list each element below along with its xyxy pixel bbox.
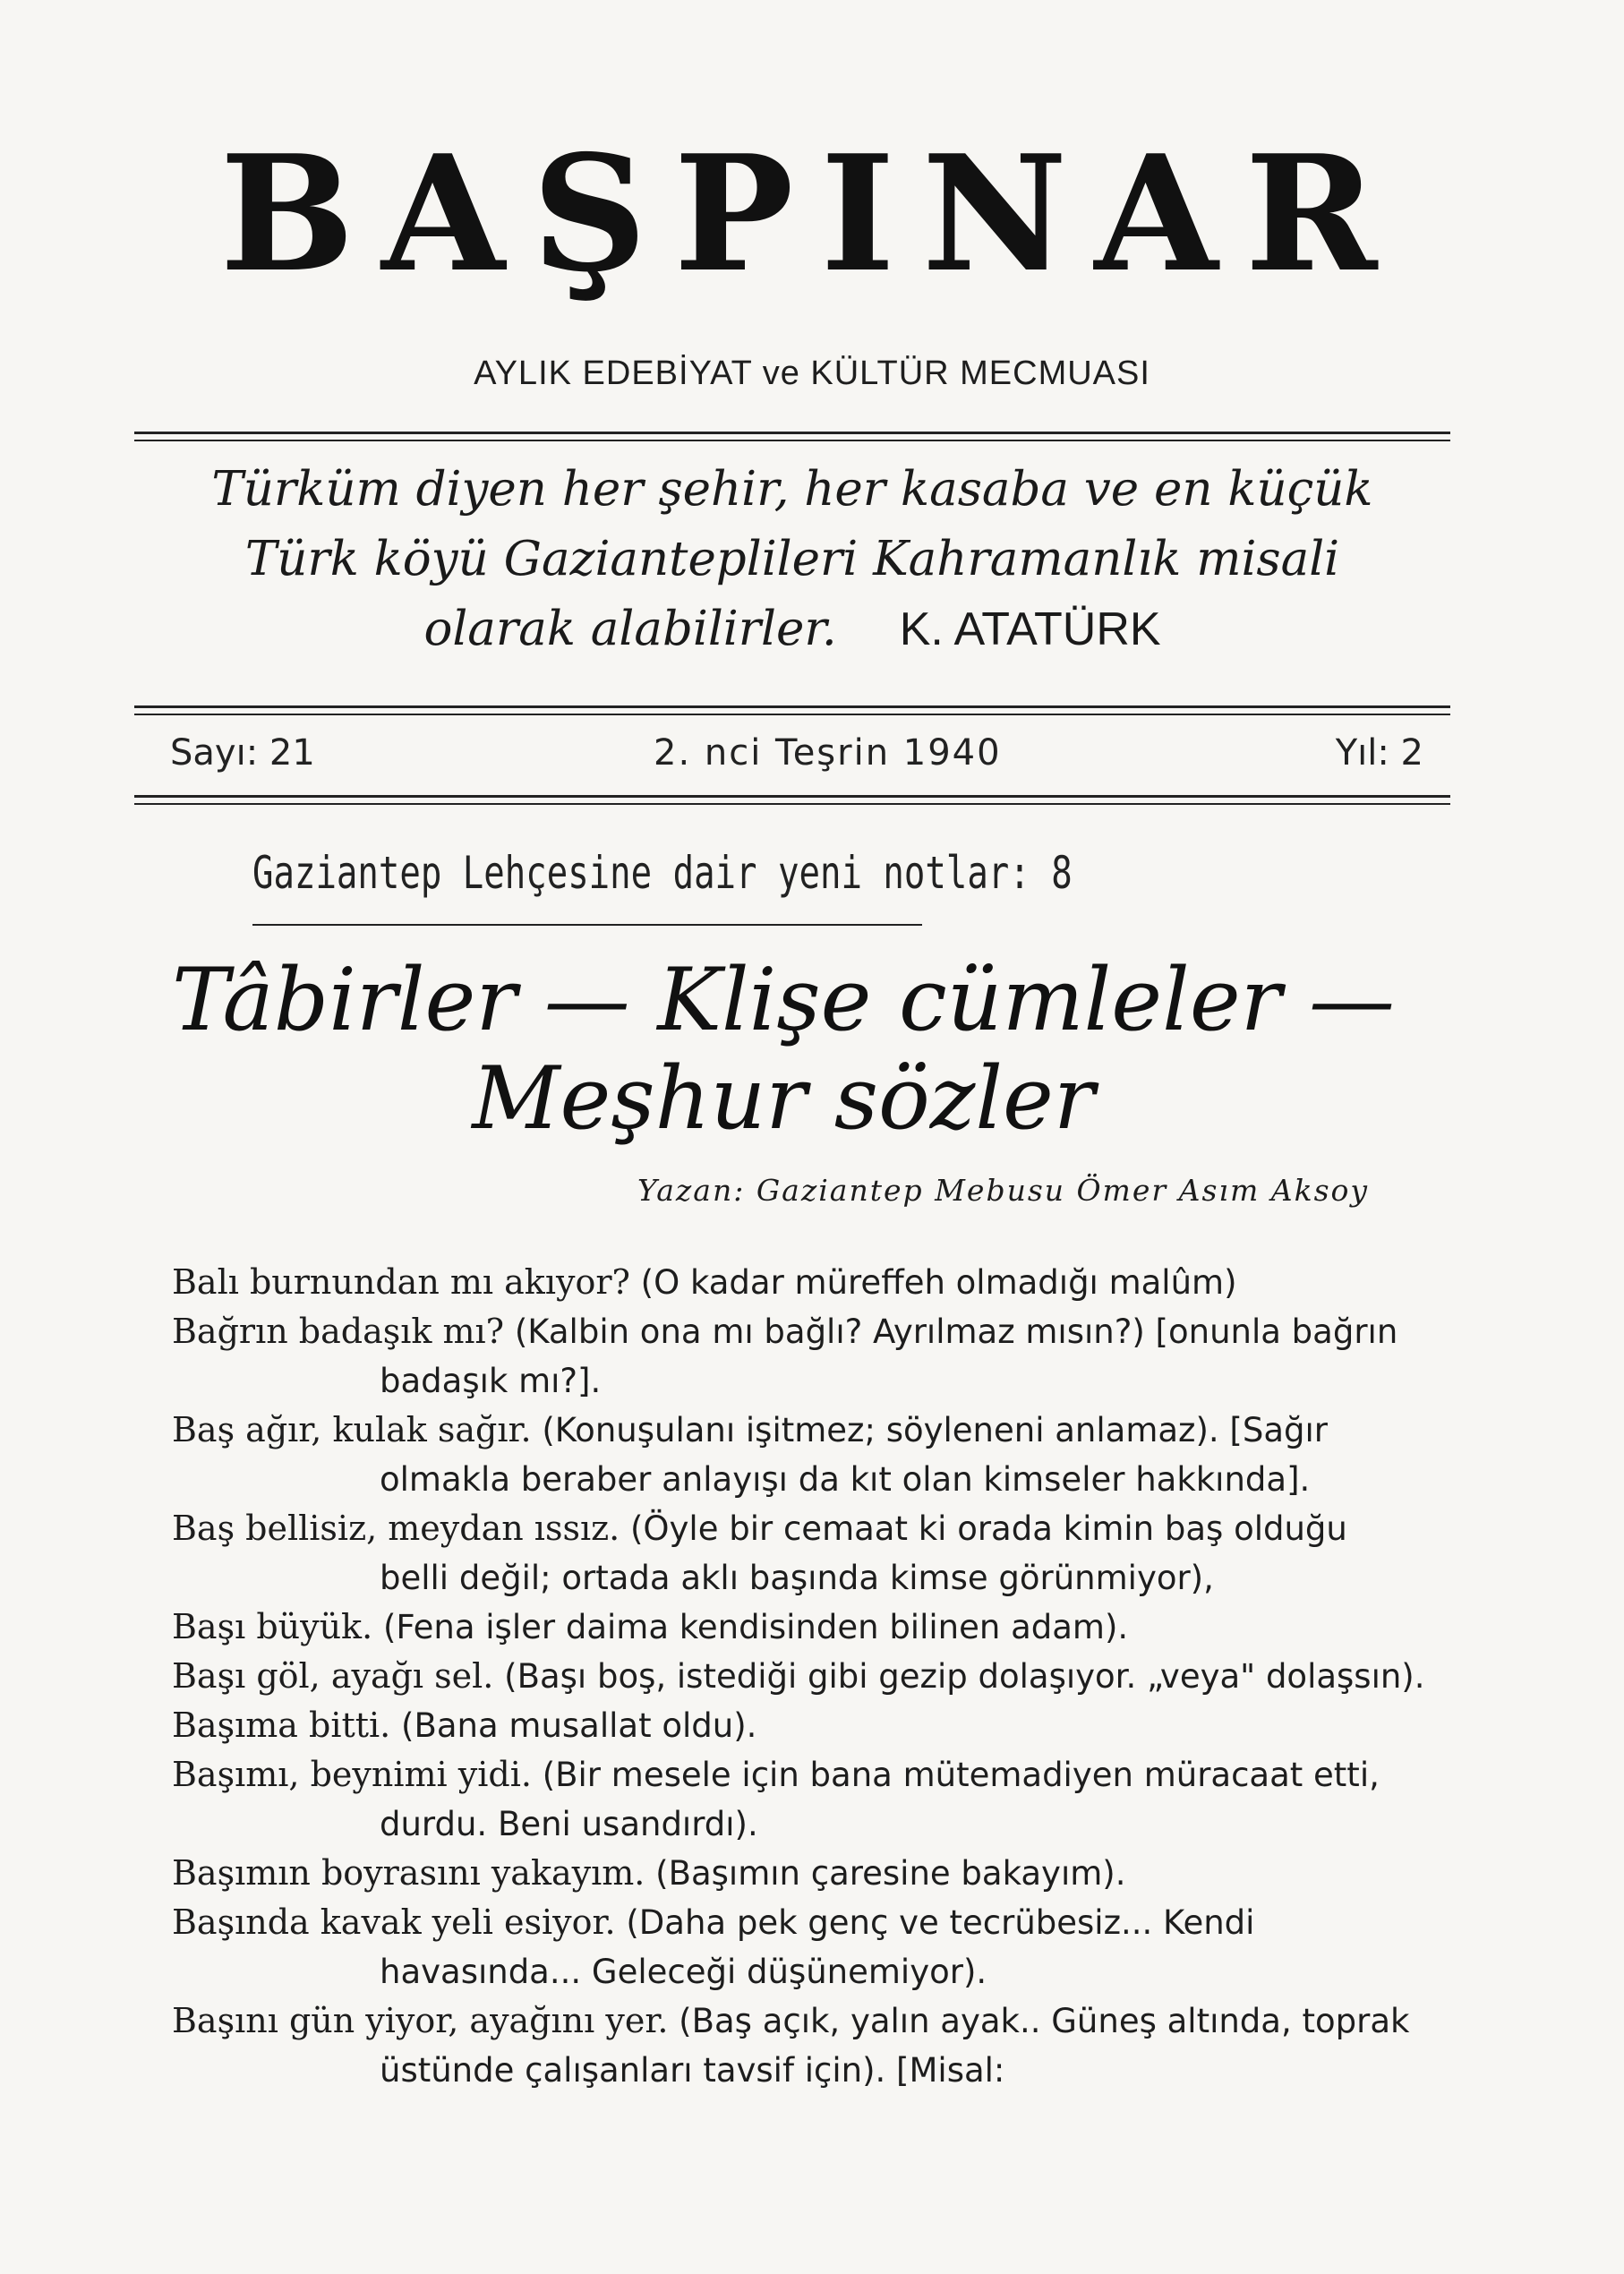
entry-explanation: (Kalbin ona mı bağlı? Ayrılmaz mısın?) [onunla bağrın badaşık mı?]. — [380, 1312, 1398, 1400]
entry-term: Başı göl, ayağı sel. — [172, 1656, 494, 1696]
entry-explanation: (Bana musallat oldu). — [401, 1706, 757, 1745]
entry-term: Bağrın badaşık mı? — [172, 1312, 505, 1351]
list-item — [172, 1652, 1425, 1701]
entry-list — [172, 1258, 1425, 2095]
issue-date: 2. nci Teşrin 1940 — [654, 732, 1002, 774]
list-item — [172, 1701, 1425, 1750]
entry-term: Başı büyük. — [172, 1607, 373, 1646]
article-title — [134, 951, 1432, 1148]
entry-term: Başımı, beynimi yidi. — [172, 1755, 532, 1794]
entry-explanation: (Daha pek genç ve tecrübesiz... Kendi havasında... Geleceği düşünemiyor). — [380, 1903, 1255, 1991]
quote-line-1: Türküm diyen her şehir, her kasaba ve en küçük — [211, 462, 1373, 517]
article-title-line-2: Meşhur sözler — [472, 1048, 1095, 1149]
entry-term: Balı burnundan mı akıyor? — [172, 1262, 630, 1302]
quote-author: K. ATATÜRK — [899, 603, 1161, 655]
list-item — [172, 1406, 1425, 1504]
entry-explanation: (Baş açık, yalın ayak.. Güneş altında, toprak üstünde çalışanları tavsif için). [Misal: — [380, 2002, 1410, 2090]
entry-term: Başını gün yiyor, ayağını yer. — [172, 2001, 669, 2040]
series-underline — [252, 924, 922, 926]
list-item — [172, 1603, 1425, 1652]
series-heading: Gaziantep Lehçesine dair yeni notlar: 8 — [252, 847, 1073, 899]
entry-explanation: (O kadar müreffeh olmadığı malûm) — [640, 1263, 1237, 1302]
top-rule — [134, 432, 1450, 441]
entry-explanation: (Fena işler daima kendisinden bilinen adam). — [382, 1608, 1129, 1646]
list-item — [172, 1898, 1425, 1996]
entry-explanation: (Bir mesele için bana mütemadiyen müracaat etti, durdu. Beni usandırdı). — [380, 1756, 1380, 1843]
masthead-title: BAŞPINAR — [219, 120, 1405, 307]
entry-term: Başımın boyrasını yakayım. — [172, 1853, 645, 1893]
quote-line-3-text: olarak alabilirler. — [423, 602, 837, 656]
entry-term: Başıma bitti. — [172, 1706, 391, 1745]
list-item — [172, 1258, 1425, 1307]
issue-number: Sayı: 21 — [170, 732, 315, 774]
entry-term: Baş bellisiz, meydan ıssız. — [172, 1509, 620, 1548]
entry-explanation: (Başı boş, istediği gibi gezip dolaşıyor. „veya" dolaşsın). — [504, 1657, 1425, 1696]
issue-top-rule — [134, 705, 1450, 715]
quote-line-3 — [134, 594, 1450, 664]
list-item — [172, 1849, 1425, 1898]
entry-explanation: (Konuşulanı işitmez; söyleneni anlamaz). [Sağır olmakla beraber anlayışı da kıt olan kimseler hakkında]. — [380, 1411, 1328, 1499]
list-item — [172, 1750, 1425, 1849]
list-item — [172, 1307, 1425, 1406]
entry-term: Başında kavak yeli esiyor. — [172, 1902, 616, 1942]
ataturk-quote — [134, 455, 1450, 664]
list-item — [172, 1996, 1425, 2095]
quote-line-2: Türk köyü Gaziantеplileri Kahramanlık misali — [244, 532, 1340, 586]
issue-bottom-rule — [134, 795, 1450, 805]
masthead-subtitle: AYLIK EDEBİYAT ve KÜLTÜR MECMUASI — [474, 355, 1150, 392]
article-title-line-1: Tâbirler — Klişe cümleler — — [171, 950, 1396, 1050]
entry-explanation: (Başımın çaresine bakayım). — [655, 1854, 1126, 1893]
list-item — [172, 1504, 1425, 1603]
entry-explanation: (Öyle bir cemaat ki orada kimin baş olduğu belli değil; ortada aklı başında kimse görünmiyor), — [380, 1509, 1347, 1597]
article-byline: Yazan: Gaziantep Mebusu Ömer Asım Aksoy — [637, 1173, 1370, 1208]
issue-year: Yıl: 2 — [1335, 732, 1423, 774]
entry-term: Baş ağır, kulak sağır. — [172, 1410, 532, 1449]
